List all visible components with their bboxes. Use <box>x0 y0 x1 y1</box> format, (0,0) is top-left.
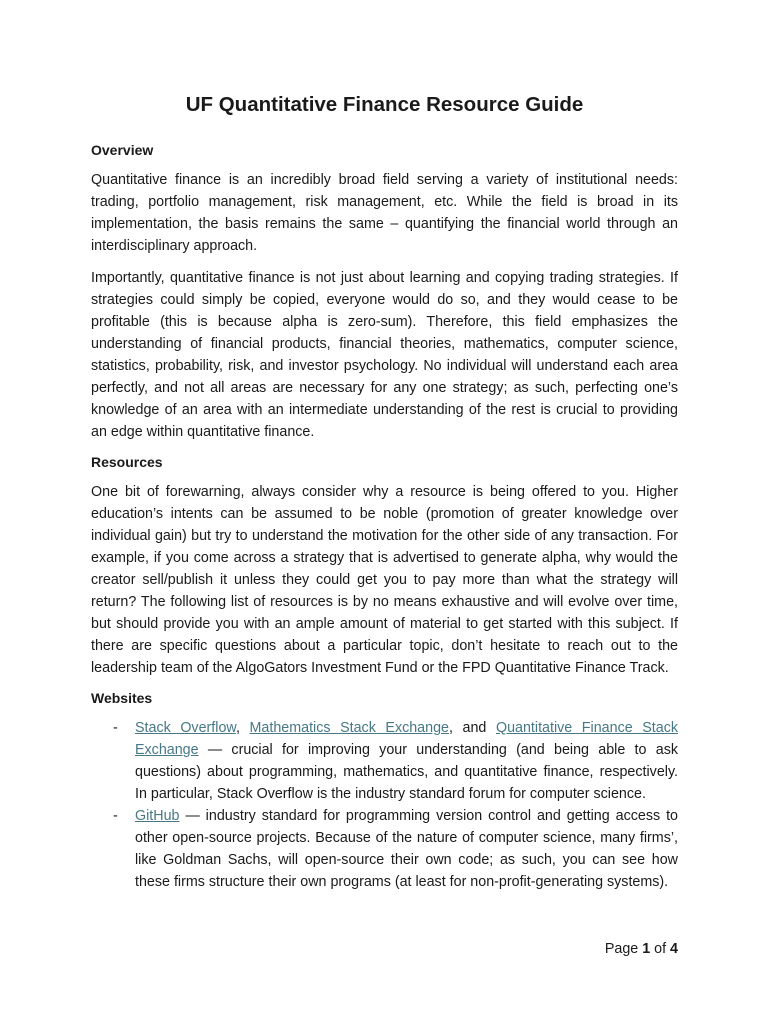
page-number <box>605 938 678 960</box>
websites-heading: Websites <box>91 690 153 706</box>
stack-overflow-link[interactable]: Stack Overflow <box>135 720 236 736</box>
mathematics-stack-exchange-link[interactable]: Mathematics Stack Exchange <box>249 720 449 736</box>
page-number-prefix: Page <box>604 941 643 957</box>
list-item <box>113 805 678 893</box>
list-item-description: — industry standard for programming version control and getting access to other open-source projects. Because of the nature of computer science, many firms’, like Goldman Sachs, will open-source their own code; as such, you can see how these firms structure their own programs (at least for non-profit-generating systems). <box>135 808 678 890</box>
resources-paragraph: One bit of forewarning, always consider why a resource is being offered to you. Higher education’s intents can be assumed to be noble (promotion of greater knowledge over individual gain) but try to understand the motivation for the other side of any transaction. For example, if you come across a strategy that is advertised to generate alpha, why would the creator sell/publish it unless they could get you to pay more than what the strategy will return? The following list of resources is by no means exhaustive and will evolve over time, but should provide you with an ample amount of material to get started with this subject. If there are specific questions about a particular topic, don’t hesitate to reach out to the leadership team of the AlgoGators Investment Fund or the FPD Quantitative Finance Track. <box>91 484 678 676</box>
bullet-dash: - <box>113 808 118 824</box>
github-link[interactable]: GitHub <box>135 808 180 824</box>
quantitative-finance-stack-exchange-link[interactable]: Quantitative Finance Stack Exchange <box>135 720 678 758</box>
page-number-total: 4 <box>670 941 678 957</box>
overview-paragraph-2: Importantly, quantitative finance is not just about learning and copying trading strategies. If strategies could simply be copied, everyone would do so, and they would cease to be profitable (this is because alpha is zero-sum). Therefore, this field emphasizes the understanding of financial products, financial theories, mathematics, computer science, statistics, probability, risk, and investor psychology. No individual will understand each area perfectly, and not all areas are necessary for any one strategy; as such, perfecting one’s knowledge of an area with an intermediate understanding of the rest is crucial to providing an edge within quantitative finance. <box>91 270 678 440</box>
page-number-middle: of <box>650 941 671 957</box>
separator-text: , <box>235 720 250 736</box>
overview-heading: Overview <box>91 142 154 158</box>
list-item <box>113 717 678 805</box>
resources-heading: Resources <box>91 454 163 470</box>
document-title: UF Quantitative Finance Resource Guide <box>185 93 584 116</box>
websites-list <box>91 717 678 893</box>
list-item-description: — crucial for improving your understanding (and being able to ask questions) about programming, mathematics, and quantitative finance, respectively. In particular, Stack Overflow is the industry standard forum for computer science. <box>135 742 678 802</box>
separator-text: , and <box>449 720 496 736</box>
page-number-current: 1 <box>642 941 651 957</box>
bullet-dash: - <box>113 720 118 736</box>
overview-paragraph-1: Quantitative finance is an incredibly broad field serving a variety of institutional needs: trading, portfolio management, risk management, etc. While the field is broad in its implementation, the basis remains the same – quantifying the financial world through an interdisciplinary approach. <box>91 172 678 254</box>
